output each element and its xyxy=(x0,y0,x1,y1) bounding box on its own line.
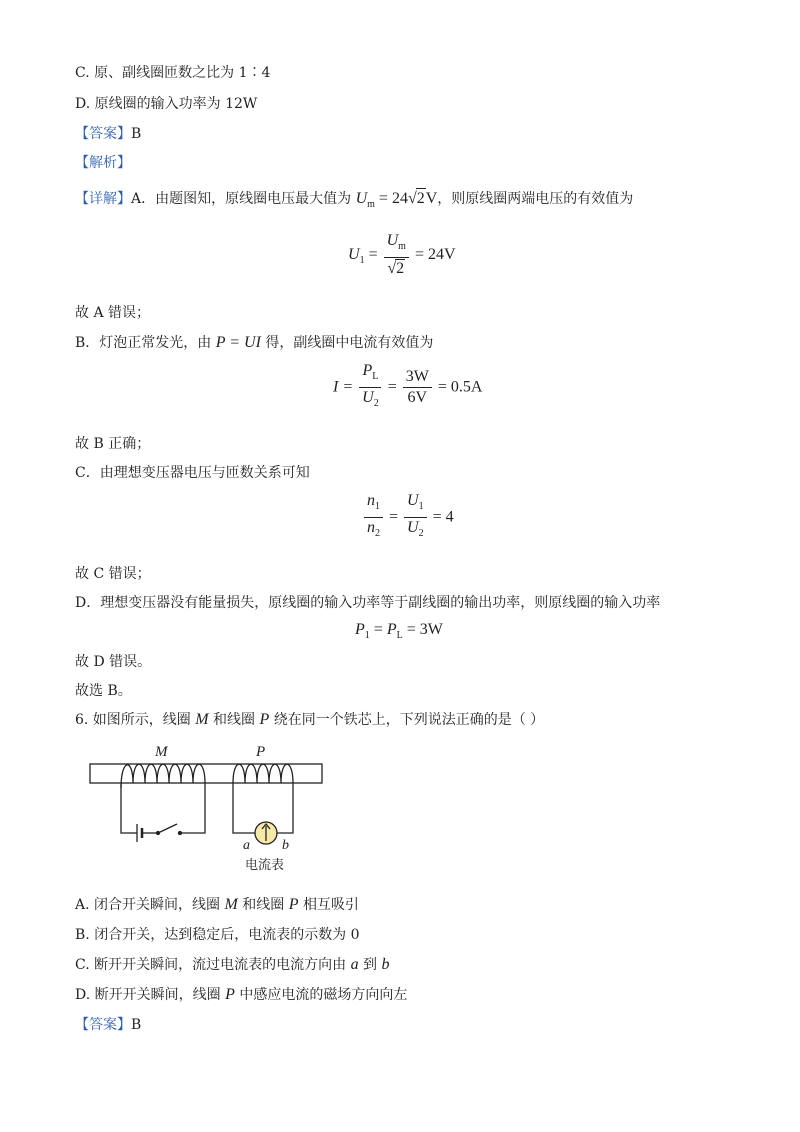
q6-option-c: C. 断开开关瞬间，流过电流表的电流方向由 a 到 b xyxy=(75,956,390,973)
question-6-stem: 6. 如图所示，线圈 M 和线圈 P 绕在同一个铁芯上，下列说法正确的是（ ） xyxy=(75,711,545,728)
switch-icon xyxy=(157,824,182,835)
answer-line xyxy=(75,124,141,144)
d-line-text: D．理想变压器没有能量损失，原线圈的输入功率等于副线圈的输出功率，则原线圈的输入功率 xyxy=(75,595,661,611)
q6-option-d: D. 断开开关瞬间，线圈 P 中感应电流的磁场方向向左 xyxy=(75,986,408,1003)
detail-a-line xyxy=(75,188,633,215)
ammeter-caption: 电流表 xyxy=(245,858,285,873)
option-d-text: D. 原线圈的输入功率为 12W xyxy=(75,96,258,112)
c-line-text: C．由理想变压器电压与匝数关系可知 xyxy=(75,465,310,481)
b-line: B．灯泡正常发光，由 P = UI 得，副线圈中电流有效值为 xyxy=(75,334,434,351)
analysis-line xyxy=(75,153,131,173)
d-wrong-text: 故 D 错误。 xyxy=(75,654,152,670)
choose-text: 故选 B。 xyxy=(75,683,132,699)
u1-equation: $U_1$ = $\frac{U_m}{√2}$ = 24V xyxy=(348,232,456,278)
label-m: M xyxy=(155,744,168,760)
detail-a-text-2: ，则原线圈两端电压的有效值为 xyxy=(437,191,634,207)
label-p: P xyxy=(256,744,266,760)
turns-equation: $\frac{n_1}{n_2}$ = $\frac{U_1}{U_2}$ = 4 xyxy=(362,492,454,543)
analysis-tag: 【解析】 xyxy=(75,155,131,171)
q6-option-b: B. 闭合开关，达到稳定后，电流表的示数为 0 xyxy=(75,927,360,943)
b-right-text: 故 B 正确； xyxy=(75,436,151,452)
label-b: b xyxy=(282,838,289,853)
option-c-text: C. 原、副线圈匝数之比为 1∶4 xyxy=(75,65,271,81)
detail-a-text-1: A．由题图知，原线圈电压最大值为 xyxy=(131,191,352,207)
power-equation: $P_1 = P_L = 3W$ xyxy=(355,621,443,642)
battery-icon xyxy=(130,824,157,842)
answer-tag: 【答案】 xyxy=(75,126,131,142)
detail-tag: 【详解】 xyxy=(75,191,131,207)
label-a: a xyxy=(243,838,250,853)
answer-value: B xyxy=(131,126,142,142)
ammeter-icon xyxy=(255,822,277,844)
coil-m xyxy=(121,764,205,833)
q6-answer-line: 【答案】B xyxy=(75,1017,142,1033)
q6-option-a: A. 闭合开关瞬间，线圈 M 和线圈 P 相互吸引 xyxy=(75,896,359,913)
p-ui-formula: P = UI xyxy=(215,334,261,351)
current-equation: I = $\frac{P_L}{U_2}$ = $\frac{3W}{6V}$ = 0.5A xyxy=(333,362,483,410)
c-wrong-text: 故 C 错误； xyxy=(75,566,151,582)
a-wrong-text: 故 A 错误； xyxy=(75,305,151,321)
circuit-diagram xyxy=(85,738,335,878)
q6-answer-value: B xyxy=(131,1017,142,1033)
um-formula: $U_m = 24√2V$ xyxy=(355,190,438,211)
